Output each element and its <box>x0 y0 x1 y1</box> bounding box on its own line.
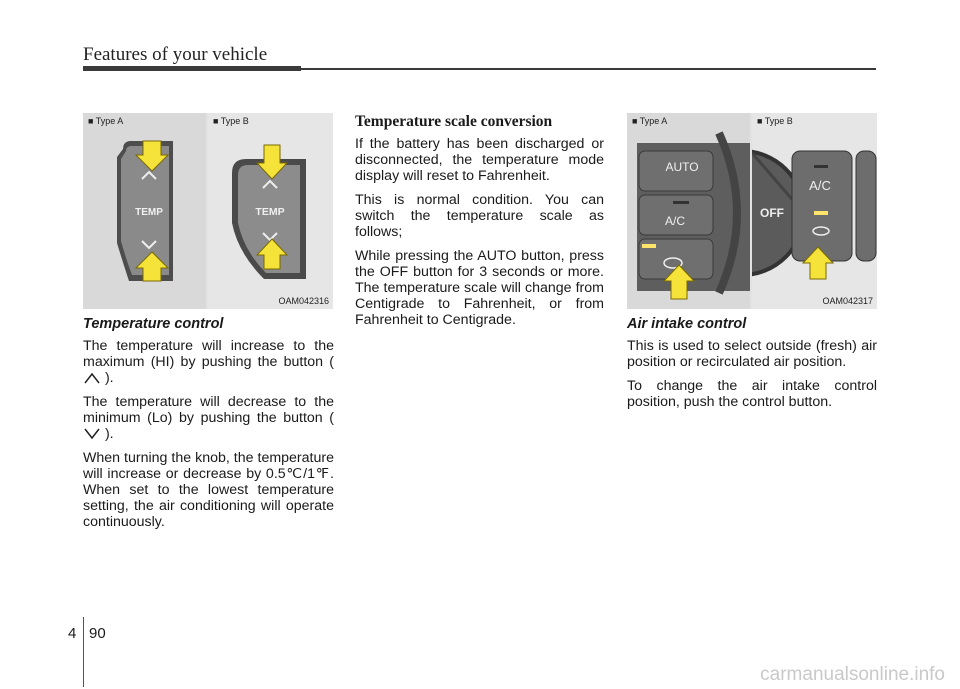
intake-button-type-b-illustration <box>752 113 877 309</box>
watermark: carmanualsonline.info <box>760 664 945 685</box>
temperature-scale-conversion-heading: Temperature scale conversion <box>355 113 553 130</box>
temperature-control-heading: Temperature control <box>83 316 224 332</box>
footer-divider <box>83 617 84 687</box>
temp-button-type-a-illustration <box>83 113 206 309</box>
chevron-up-icon <box>83 372 101 384</box>
page-number: 90 <box>89 625 106 642</box>
figure-panel-type-a <box>627 113 750 309</box>
type-b-label: ■ Type B <box>213 116 249 126</box>
paragraph: This is normal condition. You can switch the temperature scale as follows; <box>355 192 604 240</box>
text-fragment: ). <box>104 370 114 386</box>
intake-button-type-a-illustration <box>627 113 750 309</box>
figure-air-intake-buttons <box>627 113 877 309</box>
paragraph: When turning the knob, the temperature will increase or decrease by 0.5℃/1℉. When set to the lowest temperature setting, the air conditioning will operate continuously. <box>83 450 334 530</box>
temp-button-type-b-illustration <box>208 113 333 309</box>
paragraph: If the battery has been discharged or disconnected, the temperature mode display will reset to Fahrenheit. <box>355 136 604 184</box>
auto-label: AUTO <box>665 160 699 174</box>
chevron-down-icon <box>83 428 101 440</box>
air-intake-control-heading: Air intake control <box>627 316 747 332</box>
text-fragment: ). <box>104 426 114 442</box>
figure-code: OAM042317 <box>822 296 873 306</box>
figure-panel-type-a <box>83 113 206 309</box>
paragraph <box>83 338 334 386</box>
paragraph: While pressing the AUTO button, press the OFF button for 3 seconds or more. The temperature scale will change from Centigrade to Fahrenheit, or from Fahrenheit to Centigrade. <box>355 248 604 328</box>
left-column <box>83 316 334 538</box>
temp-label-a: TEMP <box>135 207 163 218</box>
page-header-title: Features of your vehicle <box>83 44 268 65</box>
header-rule-thin <box>301 68 876 70</box>
figure-panel-type-b <box>752 113 877 309</box>
right-column <box>627 316 877 418</box>
chapter-number: 4 <box>68 625 77 642</box>
figure-temp-buttons <box>83 113 333 309</box>
type-b-label: ■ Type B <box>757 116 793 126</box>
paragraph: This is used to select outside (fresh) air position or recirculated air position. <box>627 338 877 370</box>
text-fragment: The temperature will decrease to the minimum (Lo) by pushing the button ( <box>83 394 334 426</box>
off-label: OFF <box>760 206 784 220</box>
temp-label-b: TEMP <box>255 206 285 218</box>
middle-column <box>355 114 604 336</box>
paragraph: To change the air intake control position, push the control button. <box>627 378 877 410</box>
paragraph <box>83 394 334 442</box>
header-rule-thick <box>83 66 301 71</box>
type-a-label: ■ Type A <box>632 116 668 126</box>
text-fragment: The temperature will increase to the maximum (HI) by pushing the button ( <box>83 338 334 370</box>
ac-label: A/C <box>809 178 831 193</box>
ac-label: A/C <box>664 214 686 228</box>
figure-code: OAM042316 <box>278 296 329 306</box>
type-a-label: ■ Type A <box>88 116 124 126</box>
figure-panel-type-b <box>208 113 333 309</box>
